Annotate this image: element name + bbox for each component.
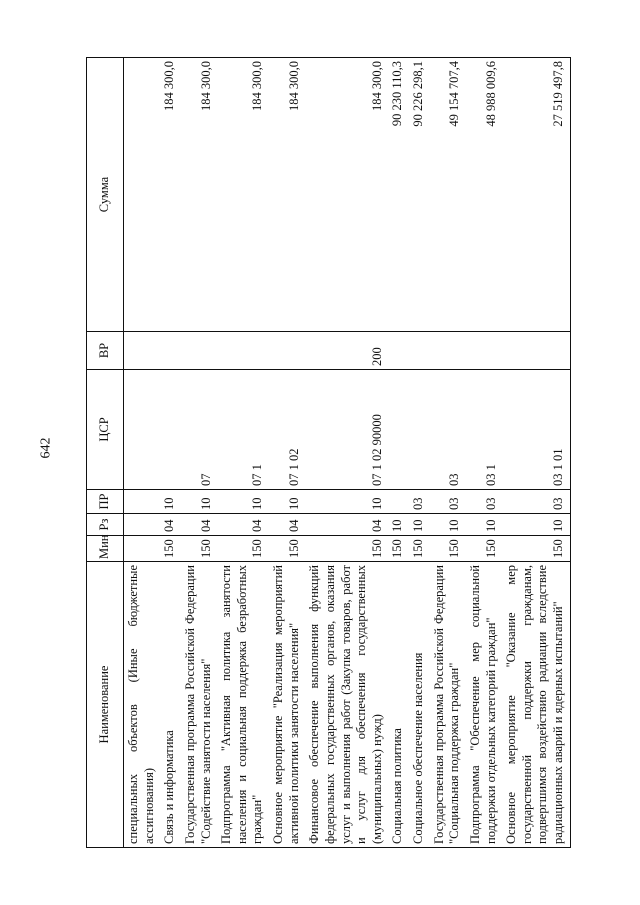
cell-pr: 03: [409, 490, 430, 514]
cell-pr: 10: [269, 490, 305, 514]
cell-rz: 04: [305, 514, 388, 536]
cell-vr: [124, 332, 161, 370]
table-row: [269, 58, 305, 848]
cell-name: Социальное обеспечение населения: [409, 562, 430, 848]
header-sum: Сумма: [87, 58, 124, 332]
cell-pr: 10: [181, 490, 217, 514]
page-number: 642: [38, 437, 54, 459]
cell-name: специальных объектов (Иные бюджетные ассигнования): [124, 562, 161, 848]
header-min: Мин: [87, 536, 124, 562]
cell-pr: [124, 490, 161, 514]
cell-rz: 04: [269, 514, 305, 536]
cell-rz: 04: [181, 514, 217, 536]
cell-vr: [430, 332, 466, 370]
cell-rz: 10: [430, 514, 466, 536]
cell-min: 150: [269, 536, 305, 562]
table-row: [305, 58, 388, 848]
rotated-table-container: [86, 58, 565, 848]
cell-sum: [124, 58, 161, 332]
cell-csr: 07 1 02 90000: [305, 370, 388, 490]
cell-name: Основное мероприятие "Реализация мероприятий активной политики занятости населения": [269, 562, 305, 848]
cell-csr: [124, 370, 161, 490]
cell-csr: [388, 370, 409, 490]
cell-min: 150: [430, 536, 466, 562]
cell-rz: 04: [217, 514, 269, 536]
cell-name: Государственная программа Российской Федерации "Содействие занятости населения": [181, 562, 217, 848]
cell-sum: 184 300,0: [217, 58, 269, 332]
cell-pr: 10: [217, 490, 269, 514]
cell-sum: 184 300,0: [160, 58, 181, 332]
cell-pr: 03: [430, 490, 466, 514]
table-row: [466, 58, 502, 848]
cell-name: Финансовое обеспечение выполнения функций федеральных государственных органов, оказания услуг и выполнения работ (Закупка товаров, работ и услуг для обеспечения государственных (муниципальных) нужд): [305, 562, 388, 848]
cell-name: Связь и информатика: [160, 562, 181, 848]
cell-min: 150: [217, 536, 269, 562]
cell-vr: [388, 332, 409, 370]
cell-sum: 27 519 497,8: [502, 58, 570, 332]
cell-min: [124, 536, 161, 562]
cell-vr: [269, 332, 305, 370]
cell-csr: 07 1: [217, 370, 269, 490]
cell-name: Подпрограмма "Обеспечение мер социальной поддержки отдельных категорий граждан": [466, 562, 502, 848]
table-row: [502, 58, 570, 848]
cell-name: Основное мероприятие "Оказание мер государственной поддержки гражданам, подвергшимся воздействию радиации вследствие радиационных аварий и ядерных испытаний": [502, 562, 570, 848]
cell-vr: [181, 332, 217, 370]
cell-min: 150: [181, 536, 217, 562]
cell-pr: 10: [305, 490, 388, 514]
cell-vr: [217, 332, 269, 370]
cell-name: Подпрограмма "Активная политика занятости населения и социальная поддержка безработных граждан": [217, 562, 269, 848]
cell-rz: 10: [388, 514, 409, 536]
cell-sum: 49 154 707,4: [430, 58, 466, 332]
header-rz: Рз: [87, 514, 124, 536]
cell-csr: 03 1: [466, 370, 502, 490]
cell-name: Государственная программа Российской Федерации "Социальная поддержка граждан": [430, 562, 466, 848]
table-row: [181, 58, 217, 848]
cell-csr: [409, 370, 430, 490]
cell-name: Социальная политика: [388, 562, 409, 848]
cell-vr: [160, 332, 181, 370]
cell-sum: 90 226 298,1: [409, 58, 430, 332]
cell-pr: 10: [160, 490, 181, 514]
header-name: Наименование: [87, 562, 124, 848]
cell-vr: [502, 332, 570, 370]
cell-vr: [409, 332, 430, 370]
cell-min: 150: [409, 536, 430, 562]
cell-rz: 10: [502, 514, 570, 536]
cell-sum: 184 300,0: [181, 58, 217, 332]
cell-rz: 10: [466, 514, 502, 536]
table-row: [430, 58, 466, 848]
cell-sum: 90 230 110,3: [388, 58, 409, 332]
budget-table: [86, 57, 571, 848]
cell-sum: 48 988 009,6: [466, 58, 502, 332]
table-row: [124, 58, 161, 848]
table-body: [124, 58, 571, 848]
cell-csr: 03 1 01: [502, 370, 570, 490]
cell-csr: 07: [181, 370, 217, 490]
table-row: [388, 58, 409, 848]
cell-pr: 03: [502, 490, 570, 514]
cell-csr: [160, 370, 181, 490]
cell-vr: [466, 332, 502, 370]
cell-vr: 200: [305, 332, 388, 370]
cell-sum: 184 300,0: [269, 58, 305, 332]
table-row: [409, 58, 430, 848]
table-header: [87, 58, 124, 848]
cell-min: 150: [388, 536, 409, 562]
cell-csr: 07 1 02: [269, 370, 305, 490]
cell-pr: 03: [466, 490, 502, 514]
header-pr: ПР: [87, 490, 124, 514]
cell-sum: 184 300,0: [305, 58, 388, 332]
cell-min: 150: [466, 536, 502, 562]
cell-rz: [124, 514, 161, 536]
cell-csr: 03: [430, 370, 466, 490]
cell-pr: [388, 490, 409, 514]
cell-rz: 04: [160, 514, 181, 536]
cell-min: 150: [305, 536, 388, 562]
table-row: [160, 58, 181, 848]
cell-min: 150: [502, 536, 570, 562]
cell-rz: 10: [409, 514, 430, 536]
header-vr: ВР: [87, 332, 124, 370]
cell-min: 150: [160, 536, 181, 562]
header-csr: ЦСР: [87, 370, 124, 490]
table-row: [217, 58, 269, 848]
